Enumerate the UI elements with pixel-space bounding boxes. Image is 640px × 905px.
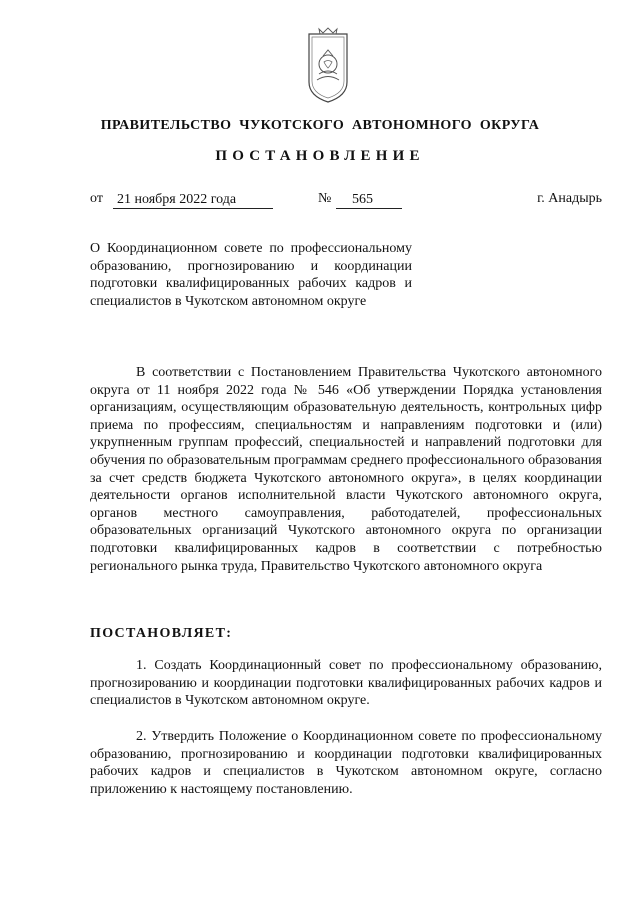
document-date: 21 ноября 2022 года [113,191,273,209]
number-sign: № [318,191,332,206]
document-subject: О Координационном совете по профессиональному образованию, прогнозированию и координации подготовки квалифицированных рабочих кадров и специалистов в Чукотском автономном округе [90,241,412,309]
document-number: 565 [336,191,402,209]
resolves-heading: ПОСТАНОВЛЯЕТ: [90,626,233,641]
document-city: г. Анадырь [537,191,602,206]
resolution-item-2: 2. Утвердить Положение о Координационном совете по профессиональному образованию, прогнозированию и координации подготовки квалифицированных рабочих кадров и специалистов в Чукотском автономном округе, согласно приложению к настоящему постановлению. [90,729,602,797]
coat-of-arms-icon [305,26,351,104]
intro-paragraph: В соответствии с Постановлением Правительства Чукотского автономного округа от 11 ноября 2022 года № 546 «Об утверждении Порядка установления организациям, осуществляющим образовательную деятельность, контрольных цифр приема по профессиям, специальностям и направлениям подготовки и (или) укрупненным группам профессий, специальностей и направлений подготовки для обучения по образовательным программам среднего профессионального образования за счет средств бюджета Чукотского автономного округа», в целях координации деятельности органов исполнительной власти Чукотского автономного округа, органов местного самоуправления, работодателей, профессиональных образовательных организаций Чукотского автономного округа по организации подготовки квалифицированных кадров в соответствии с потребностью регионального рынка труда, Правительство Чукотского автономного округа [90,365,602,574]
date-prefix: от [90,191,103,206]
government-title: ПРАВИТЕЛЬСТВО ЧУКОТСКОГО АВТОНОМНОГО ОКРУГА [100,118,540,133]
document-type-title: ПОСТАНОВЛЕНИЕ [215,148,425,164]
document-meta [90,191,602,211]
resolution-item-1: 1. Создать Координационный совет по профессиональному образованию, прогнозированию и координации подготовки квалифицированных рабочих кадров и специалистов в Чукотском автономном округе. [90,658,602,709]
